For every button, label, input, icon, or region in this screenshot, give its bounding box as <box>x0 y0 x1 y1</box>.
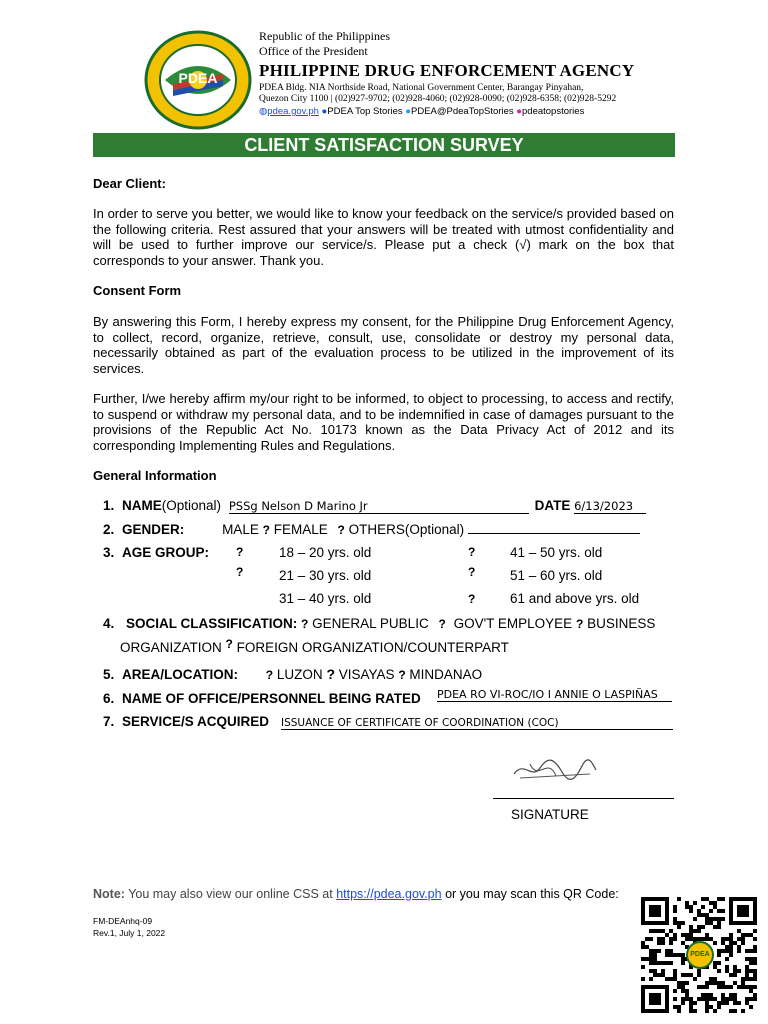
survey-title: CLIENT SATISFACTION SURVEY <box>93 133 675 157</box>
twitter-handle[interactable]: PDEA@PdeaTopStories <box>411 106 514 117</box>
gender-female-checkbox[interactable]: ? <box>337 523 345 537</box>
consent-paragraph-2: Further, I/we hereby affirm my/our right to be informed, to object to processing, to access and rectify, to suspend or withdraw my personal data, and to be indemnified in case of damages pursuant to the provisions of the Republic Act No. 10173 known as the Data Privacy Act of 2012 and its corresponding Implementing Rules and Regulations. <box>93 391 674 453</box>
signature-label: SIGNATURE <box>511 807 589 822</box>
pdea-logo <box>143 30 253 130</box>
logo-text: PDEA <box>178 70 218 86</box>
social-business: BUSINESS <box>587 616 656 631</box>
revision-date: Rev.1, July 1, 2022 <box>93 928 166 938</box>
age-checkbox-6[interactable]: ? <box>468 592 476 606</box>
gender-male-checkbox[interactable]: ? <box>262 523 270 537</box>
area-mindanao-checkbox[interactable]: ? <box>398 668 406 682</box>
age-label: AGE GROUP: <box>122 545 210 560</box>
age-option-1: 18 – 20 yrs. old <box>279 545 372 560</box>
gender-male: MALE <box>222 522 259 537</box>
header-line1: Republic of the Philippines <box>259 29 390 43</box>
header-line2: Office of the President <box>259 44 368 58</box>
social-row-2 <box>120 637 509 655</box>
social-row: 4. SOCIAL CLASSIFICATION: ? GENERAL PUBLIC ? GOV'T EMPLOYEE ? BUSINESS <box>103 616 656 631</box>
age-option-3: 31 – 40 yrs. old <box>279 591 372 606</box>
agency-name: PHILIPPINE DRUG ENFORCEMENT AGENCY <box>259 61 635 80</box>
footer-note: Note: You may also view our online CSS at https://pdea.gov.ph or you may scan this QR Code: <box>93 887 619 901</box>
name-field[interactable]: PSSg Nelson D Marino Jr <box>229 499 529 514</box>
age-label-row: 3. AGE GROUP: <box>103 545 210 560</box>
facebook-handle[interactable]: PDEA Top Stories <box>327 106 403 117</box>
twitter-icon: ● <box>405 106 412 117</box>
gender-female: FEMALE <box>273 522 328 537</box>
area-luzon: LUZON <box>276 667 323 682</box>
qr-code[interactable] <box>639 896 761 1014</box>
instagram-handle[interactable]: pdeatopstories <box>522 106 585 117</box>
age-option-6: 61 and above yrs. old <box>510 591 640 606</box>
signature-line <box>493 798 674 799</box>
social-govt: GOV'T EMPLOYEE <box>453 616 573 631</box>
instagram-icon: ● <box>516 106 522 117</box>
gender-others-field[interactable] <box>468 521 640 534</box>
date-field[interactable]: 6/13/2023 <box>574 499 646 514</box>
age-checkbox-4[interactable]: ? <box>468 545 476 559</box>
age-option-5: 51 – 60 yrs. old <box>510 568 603 583</box>
name-row: 1. NAME(Optional) PSSg Nelson D Marino Jr DATE 6/13/2023 <box>103 498 646 514</box>
area-mindanao: MINDANAO <box>409 667 483 682</box>
office-row: 6. NAME OF OFFICE/PERSONNEL BEING RATED <box>103 691 421 706</box>
age-option-4: 41 – 50 yrs. old <box>510 545 603 560</box>
social-foreign: FOREIGN ORGANIZATION/COUNTERPART <box>236 640 509 655</box>
age-checkbox-5[interactable]: ? <box>468 565 476 579</box>
social-foreign-checkbox[interactable]: ? <box>225 637 233 651</box>
qr-center-logo: PDEA <box>686 941 714 969</box>
area-visayas-checkbox[interactable]: ? <box>326 666 335 682</box>
name-label: NAME <box>122 498 162 513</box>
area-row: 5. AREA/LOCATION: ? LUZON ? VISAYAS ? MINDANAO <box>103 666 483 682</box>
social-govt-checkbox[interactable]: ? <box>438 617 446 631</box>
age-checkbox-2[interactable]: ? <box>236 565 244 579</box>
agency-address-1: PDEA Bldg. NIA Northside Road, National Government Center, Barangay Pinyahan, <box>259 83 584 93</box>
website-link[interactable]: pdea.gov.ph <box>267 106 319 117</box>
date-label: DATE <box>534 498 571 513</box>
agency-address-2: Quezon City 1100 | (02)927-9702; (02)928-4060; (02)928-0090; (02)928-6358; (02)928-5292 <box>259 94 617 104</box>
area-luzon-checkbox[interactable]: ? <box>265 668 274 682</box>
intro-paragraph: In order to serve you better, we would like to know your feedback on the service/s provided based on the following criteria. Rest assured that your answers will be treated with utmost confidentiality and will be used to further improve our service/s. Please put a check (√) mark on the box that corresponds to your answer. Thank you. <box>93 206 674 268</box>
area-label: AREA/LOCATION: <box>122 667 239 682</box>
social-business-checkbox[interactable]: ? <box>575 617 584 631</box>
office-label: NAME OF OFFICE/PERSONNEL BEING RATED <box>122 691 421 706</box>
globe-icon: ◍ <box>259 106 268 117</box>
service-field[interactable]: ISSUANCE OF CERTIFICATE OF COORDINATION (COC) <box>281 717 673 730</box>
general-info-heading: General Information <box>93 468 217 483</box>
greeting: Dear Client: <box>93 176 166 191</box>
area-visayas: VISAYAS <box>338 667 395 682</box>
office-field[interactable]: PDEA RO VI-ROC/IO I ANNIE O LASPIÑAS <box>437 688 672 702</box>
social-label: SOCIAL CLASSIFICATION: <box>126 616 298 631</box>
service-row: 7. SERVICE/S ACQUIRED <box>103 714 270 729</box>
css-link[interactable]: https://pdea.gov.ph <box>336 887 442 901</box>
service-label: SERVICE/S ACQUIRED <box>122 714 270 729</box>
facebook-icon: ● <box>321 106 328 117</box>
gender-others: OTHERS(Optional) <box>348 522 465 537</box>
gender-label: GENDER: <box>122 522 185 537</box>
gender-row: 2. GENDER: MALE ? FEMALE ? OTHERS(Optional) <box>103 521 640 537</box>
age-option-2: 21 – 30 yrs. old <box>279 568 372 583</box>
consent-heading: Consent Form <box>93 283 182 298</box>
form-code: FM-DEAnhq-09 <box>93 916 153 926</box>
consent-paragraph-1: By answering this Form, I hereby express my consent, for the Philippine Drug Enforcement Agency, to collect, record, organize, retrieve, consult, use, consolidate or destroy my personal data, necessarily obtained as part of the evaluation process to be utilized in the improvement of its services. <box>93 314 674 376</box>
social-links <box>259 106 584 117</box>
social-general: GENERAL PUBLIC <box>312 616 429 631</box>
social-general-checkbox[interactable]: ? <box>301 617 309 631</box>
signature-mark <box>510 752 600 786</box>
age-checkbox-1[interactable]: ? <box>236 545 244 559</box>
social-org: ORGANIZATION <box>120 640 222 655</box>
